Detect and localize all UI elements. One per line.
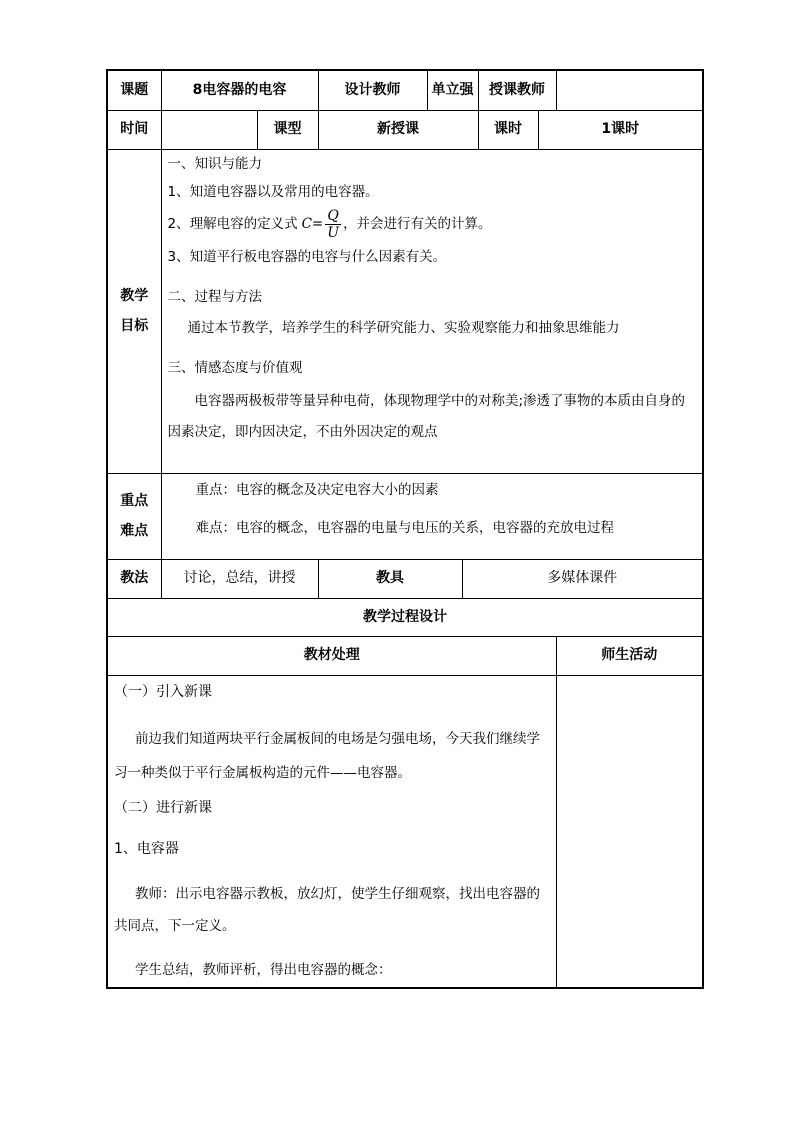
difficult-point: 难点：电容的概念，电容器的电量与电压的关系，电容器的充放电过程 — [195, 519, 614, 536]
designer-value: 单立强 — [427, 70, 478, 110]
header-row-2 — [107, 110, 703, 149]
objectives-label-line1: 教学 — [120, 288, 149, 304]
objectives-row — [107, 149, 703, 473]
key-point: 重点：电容的概念及决定电容大小的因素 — [195, 481, 439, 498]
capacitance-fraction — [325, 208, 341, 241]
process-heading-new: （二）进行新课 — [114, 800, 212, 817]
process-activities-content — [556, 675, 703, 988]
objective-item-2-suffix: ，并会进行有关的计算。 — [343, 216, 492, 232]
methods-value: 讨论，总结，讲授 — [161, 559, 318, 598]
objectives-label — [107, 149, 161, 473]
keypoints-content — [161, 473, 703, 559]
process-capacitor-text: 教师：出示电容器示教板，放幻灯，使学生仔细观察，找出电容器的共同点，下一定义。 — [114, 885, 540, 934]
keypoints-label — [107, 473, 161, 559]
process-title: 教学过程设计 — [107, 598, 703, 636]
process-heading-intro: （一）引入新课 — [114, 683, 212, 700]
type-label: 课型 — [257, 110, 318, 149]
objectives-content — [161, 149, 703, 473]
time-label: 时间 — [107, 110, 161, 149]
lecturer-label: 授课教师 — [478, 70, 556, 110]
objective-section-3-text: 电容器两极板带等量异种电荷，体现物理学中的对称美;渗透了事物的本质由自身的因素决定，即内因决定，不由外因决定的观点 — [167, 392, 686, 440]
capacitance-symbol: C= — [301, 216, 324, 232]
type-value: 新授课 — [318, 110, 478, 149]
time-value — [161, 110, 257, 149]
designer-label: 设计教师 — [318, 70, 427, 110]
methods-row — [107, 559, 703, 598]
header-row-1 — [107, 70, 703, 110]
keypoints-label-line2: 难点 — [120, 523, 149, 539]
process-col-activities: 师生活动 — [556, 636, 703, 675]
keypoints-label-line1: 重点 — [120, 493, 149, 509]
process-heading-capacitor: 1、电容器 — [114, 841, 179, 858]
lesson-plan-table — [106, 69, 704, 989]
course-value: 8电容器的电容 — [161, 70, 318, 110]
objective-item-3: 3、知道平行板电容器的电容与什么因素有关。 — [167, 248, 447, 265]
methods-label: 教法 — [107, 559, 161, 598]
lecturer-value — [556, 70, 703, 110]
course-label: 课题 — [107, 70, 161, 110]
process-title-row — [107, 598, 703, 636]
objective-section-2-text: 通过本节教学，培养学生的科学研究能力、实验观察能力和抽象思维能力 — [187, 319, 620, 336]
process-summary-text: 学生总结，教师评析，得出电容器的概念： — [135, 961, 392, 978]
objective-item-1: 1、知道电容器以及常用的电容器。 — [167, 183, 379, 200]
fraction-denominator: U — [327, 224, 340, 241]
tools-value: 多媒体课件 — [462, 559, 703, 598]
fraction-numerator: Q — [327, 207, 339, 224]
process-header-row — [107, 636, 703, 675]
hours-label: 课时 — [478, 110, 538, 149]
objective-section-1-title: 一、知识与能力 — [167, 155, 262, 172]
objective-section-2-title: 二、过程与方法 — [167, 288, 262, 305]
lesson-plan — [106, 69, 702, 989]
objective-item-2 — [168, 208, 697, 241]
tools-label: 教具 — [318, 559, 462, 598]
objective-section-3-title: 三、情感态度与价值观 — [167, 359, 303, 376]
keypoints-row — [107, 473, 703, 559]
process-body-row — [107, 675, 703, 988]
process-materials-content — [107, 675, 556, 988]
hours-value: 1课时 — [538, 110, 703, 149]
objective-item-2-prefix: 2、理解电容的定义式 — [167, 216, 298, 232]
process-intro-text: 前边我们知道两块平行金属板间的电场是匀强电场，今天我们继续学习一种类似于平行金属板构造的元件——电容器。 — [114, 731, 540, 782]
process-col-materials: 教材处理 — [107, 636, 556, 675]
objectives-label-line2: 目标 — [120, 318, 149, 334]
